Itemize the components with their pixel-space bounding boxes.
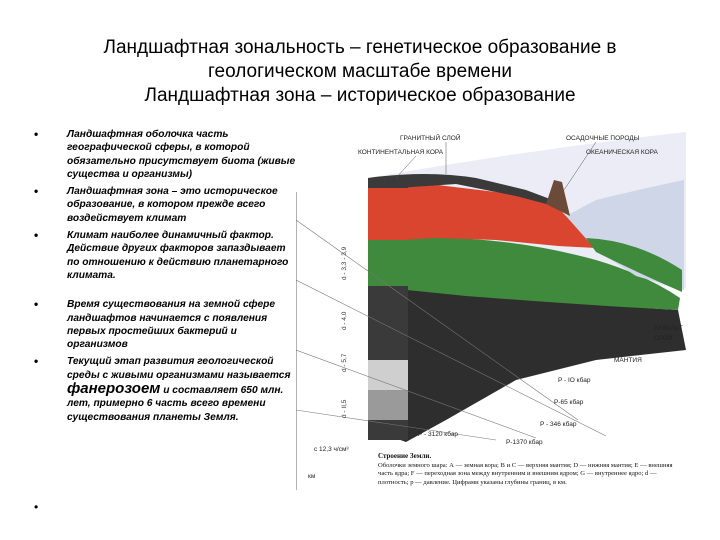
density-label: с 12,3 ч/см³ <box>314 446 349 453</box>
basalt-label-1: БАЗАЛЬТ <box>654 325 683 332</box>
caption-heading: Строение Земли. <box>378 452 432 460</box>
earth-structure-figure <box>296 120 690 496</box>
bullet-mark: • <box>34 228 39 243</box>
page-title <box>40 36 680 108</box>
title-line-3: Ландшафтная зона – историческое образование <box>144 85 576 106</box>
bullet-item <box>34 298 296 351</box>
mantle-label: МАНТИЯ <box>614 357 642 364</box>
bullet-item <box>34 229 296 282</box>
basalt-label-2: СЛОЙ <box>654 335 673 342</box>
title-line-2: геологическом масштабе времени <box>208 61 512 82</box>
granite-label: ГРАНИТНЫЙ СЛОЙ <box>400 135 461 142</box>
title-line-1: Ландшафтная зональность – генетическое образование в <box>103 37 617 58</box>
bullet-text: Ландшафтная зона – это историческое образование, в котором прежде всего воздействует климат <box>67 186 278 224</box>
column-red <box>368 188 408 240</box>
km-label: км <box>308 473 316 480</box>
bullet-list <box>34 128 296 428</box>
figure-caption <box>378 452 688 487</box>
bullet-text: Климат наиболее динамичный фактор. Действие других факторов запаздывает по отношению к действию планетарного климата. <box>67 230 289 281</box>
earth-structure-svg <box>296 120 690 496</box>
inner-core-band <box>368 390 408 420</box>
bullet-item <box>34 185 296 225</box>
oceanic-label: ОКЕАНИЧЕСКАЯ КОРА <box>586 149 658 156</box>
pressure-1370-label: P-1370 кбар <box>506 439 543 446</box>
pressure-10-label: P - IO кбар <box>558 377 591 384</box>
bullet-text-pre: Текущий этап развития геологической среды с живыми организмами называется <box>67 356 291 381</box>
pressure-3120-label: P - 3120 кбар <box>418 431 459 438</box>
bullet-text: Время существования на земной сфере ландшафтов начинается с появления первых простейших бактерий и организмов <box>67 299 276 351</box>
density-tick-3: d - 5,7 <box>341 353 348 372</box>
density-tick-1: d - 3,3 - 3,9 <box>341 246 348 280</box>
sediments-label: ОСАДОЧНЫЕ ПОРОДЫ <box>566 135 640 142</box>
pressure-65-label: P-65 кбар <box>554 399 584 406</box>
bullet-text-post: и составляет 650 млн. лет, примерно 6 часть всего времени существования планеты Земля. <box>67 385 284 423</box>
pressure-346-label: P - 346 кбар <box>540 421 577 428</box>
bullet-mark: • <box>34 297 39 312</box>
continental-label: КОНТИНЕНТАЛЬНАЯ КОРА <box>358 149 444 156</box>
bullet-mark: • <box>34 127 39 141</box>
bullet-item <box>34 128 296 181</box>
empty-bullet-mark: • <box>34 500 39 514</box>
bullet-item <box>34 355 296 423</box>
bullet-text-emphasis: фанерозоем <box>67 380 161 398</box>
bullet-mark: • <box>34 184 39 199</box>
bullet-text: Ландшафтная оболочка часть географической сферы, в которой обязательно присутствует биота (живые существа и организмы) <box>67 129 296 180</box>
density-tick-4: d - II,5 <box>341 399 348 418</box>
density-tick-2: d - 4,0 <box>341 311 348 330</box>
caption-body: Оболочки земного шара: А — земная кора; В и С — верхняя мантия; D — нижняя мантия; Е — внешняя часть ядра; F — переходная зона между внутренним и внешним ядром; G — внутреннее ядро; d — плотность; p — давление. Цифрами указаны глубины границ, в км. <box>378 461 673 486</box>
bullet-mark: • <box>34 354 39 369</box>
column-green <box>368 240 408 286</box>
